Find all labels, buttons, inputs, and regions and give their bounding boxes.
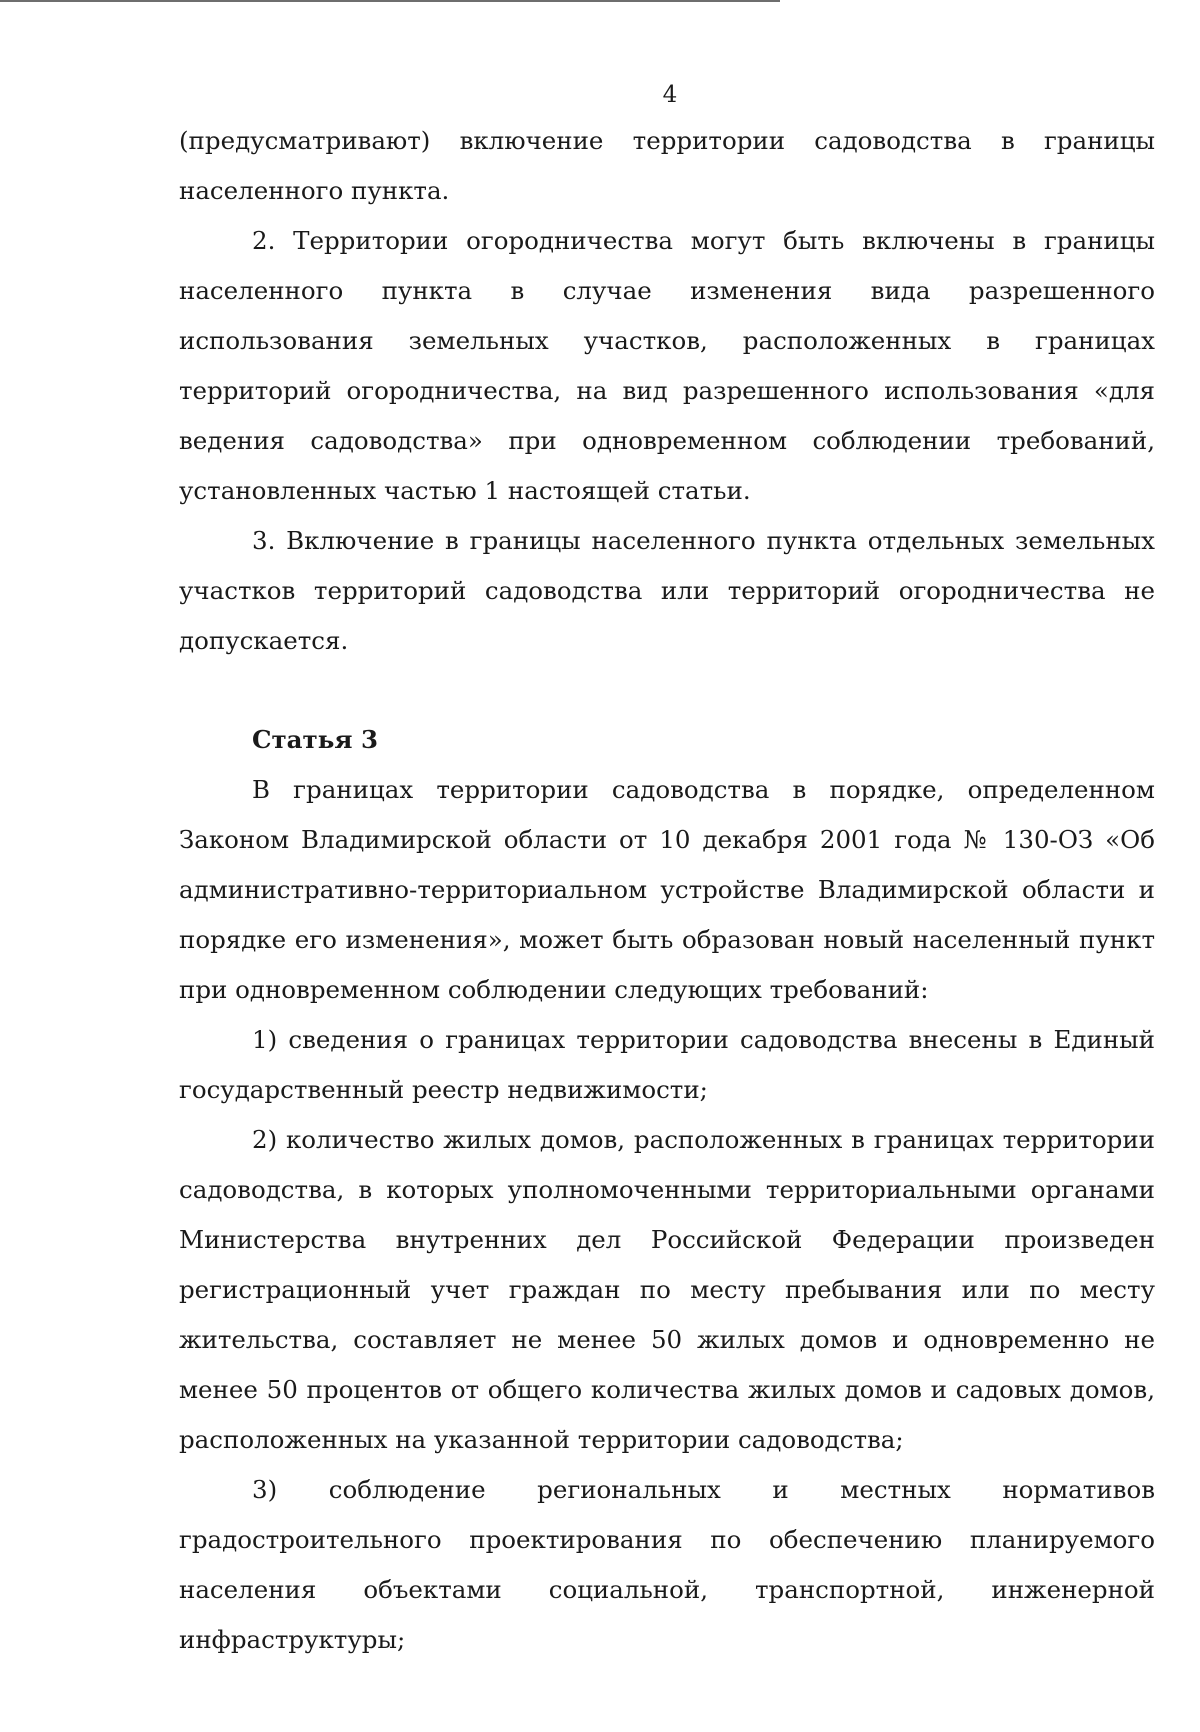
document-body: [179, 116, 1155, 1665]
requirement-item-2: 2) количество жилых домов, расположенных в границах территории садоводства, в которых уполномоченными территориальными органами Министерства внутренних дел Российской Федерации произведен регистрационный учет граждан по месту пребывания или по месту жительства, составляет не менее 50 жилых домов и одновременно не менее 50 процентов от общего количества жилых домов и садовых домов, расположенных на указанной территории садоводства;: [179, 1125, 1155, 1454]
paragraph-continuation: (предусматривают) включение территории садоводства в границы населенного пункта.: [179, 126, 1155, 205]
requirement-item-1: 1) сведения о границах территории садоводства внесены в Единый государственный реестр недвижимости;: [179, 1025, 1155, 1104]
requirement-item-3: 3) соблюдение региональных и местных нормативов градостроительного проектирования по обеспечению планируемого населения объектами социальной, транспортной, инженерной инфраструктуры;: [179, 1475, 1155, 1654]
scan-edge-line: [0, 0, 780, 2]
paragraph-item-3: 3. Включение в границы населенного пункта отдельных земельных участков территорий садоводства или территорий огородничества не допускается.: [179, 526, 1155, 655]
paragraph-item-2: 2. Территории огородничества могут быть включены в границы населенного пункта в случае изменения вида разрешенного использования земельных участков, расположенных в границах территорий огородничества, на вид разрешенного использования «для ведения садоводства» при одновременном соблюдении требований, установленных частью 1 настоящей статьи.: [179, 226, 1155, 505]
article-heading: Статья 3: [252, 725, 379, 754]
article-intro-paragraph: В границах территории садоводства в порядке, определенном Законом Владимирской области от 10 декабря 2001 года № 130-ОЗ «Об административно-территориальном устройстве Владимирской области и порядке его изменения», может быть образован новый населенный пункт при одновременном соблюдении следующих требований:: [179, 775, 1155, 1004]
page-number: 4: [662, 82, 678, 108]
